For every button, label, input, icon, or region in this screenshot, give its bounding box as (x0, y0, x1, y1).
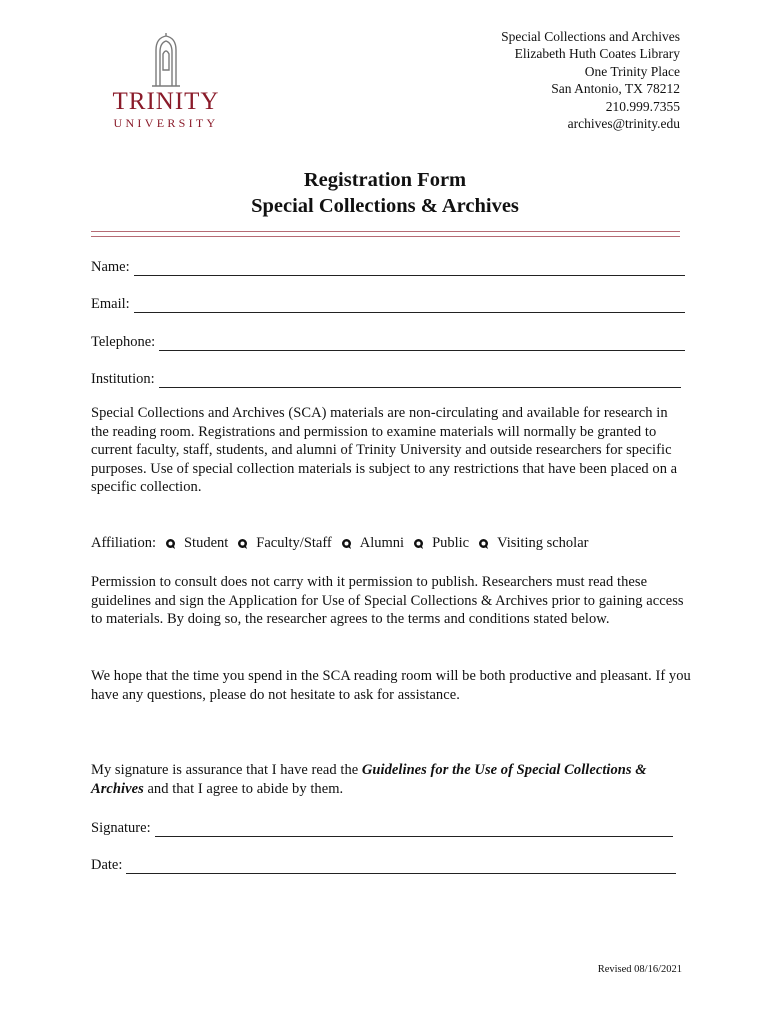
affiliation-option-label: Faculty/Staff (256, 535, 332, 551)
email-label: Email: (91, 296, 130, 312)
affiliation-option-public[interactable] (413, 535, 469, 552)
affiliation-option-visiting-scholar[interactable] (478, 535, 588, 552)
address-block (501, 28, 680, 132)
telephone-input-line[interactable] (159, 338, 685, 351)
checkbox-bullet-icon[interactable] (341, 538, 352, 549)
guidelines-title: Guidelines for the Use of Special Collections & Archives (91, 762, 647, 797)
assurance-text: My signature is assurance that I have read the (91, 762, 362, 778)
logo-subtitle: UNIVERSITY (113, 116, 219, 130)
revision-date: Revised 08/16/2021 (597, 964, 682, 975)
affiliation-option-label: Visiting scholar (497, 535, 589, 551)
institution-field[interactable] (91, 366, 681, 388)
checkbox-bullet-icon[interactable] (165, 538, 176, 549)
institution-input-line[interactable] (159, 375, 681, 388)
form-subtitle: Special Collections & Archives (251, 195, 519, 217)
email-field[interactable] (91, 291, 685, 313)
institution-label: Institution: (91, 371, 155, 387)
checkbox-bullet-icon[interactable] (478, 538, 489, 549)
telephone-label: Telephone: (91, 334, 156, 350)
affiliation-row (91, 535, 691, 552)
email-input-line[interactable] (134, 300, 685, 313)
date-label: Date: (91, 857, 123, 873)
affiliation-option-student[interactable] (165, 535, 228, 552)
assurance-paragraph (91, 761, 689, 798)
signature-label: Signature: (91, 820, 151, 836)
address-email[interactable]: archives@trinity.edu (567, 116, 680, 132)
assistance-paragraph: We hope that the time you spend in the SCA reading room will be both productive and pleasant. If you have any questions, please do not hesitate to ask for assistance. (91, 668, 691, 703)
telephone-field[interactable] (91, 329, 685, 351)
checkbox-bullet-icon[interactable] (413, 538, 424, 549)
address-line: San Antonio, TX 78212 (551, 81, 680, 97)
assurance-text-end: and that I agree to abide by them. (143, 780, 344, 797)
affiliation-option-label: Public (432, 535, 470, 551)
affiliation-option-alumni[interactable] (341, 535, 404, 552)
permission-paragraph: Permission to consult does not carry with it permission to publish. Researchers must read these guidelines and sign the Application for Use of Special Collections & Archives prior to gaining access to materials. By doing so, the researcher agrees to the terms and conditions stated below. (91, 574, 684, 628)
title-divider (91, 231, 680, 237)
form-title: Registration Form (303, 169, 467, 191)
trinity-logo (96, 32, 236, 132)
signature-field[interactable] (91, 815, 673, 837)
signature-input-line[interactable] (155, 824, 673, 837)
intro-paragraph: Special Collections and Archives (SCA) materials are non-circulating and available for research in the reading room. Registrations and permission to examine materials will normally be granted to current faculty, staff, students, and alumni of Trinity University and outside researchers for specific purposes. Use of special collection materials is subject to any restrictions that have been placed on a specific collection. (91, 405, 678, 496)
checkbox-bullet-icon[interactable] (237, 538, 248, 549)
date-field[interactable] (91, 852, 676, 874)
name-input-line[interactable] (134, 263, 685, 276)
affiliation-option-label: Alumni (359, 535, 405, 551)
address-line: Special Collections and Archives (501, 29, 680, 44)
date-input-line[interactable] (126, 861, 676, 874)
logo-wordmark: TRINITY (112, 88, 220, 115)
affiliation-option-label: Student (183, 535, 229, 551)
tower-icon (144, 32, 188, 88)
affiliation-label: Affiliation: (91, 535, 156, 551)
name-label: Name: (91, 259, 130, 275)
address-phone: 210.999.7355 (605, 98, 680, 114)
affiliation-option-faculty-staff[interactable] (237, 535, 331, 552)
address-line: One Trinity Place (584, 63, 680, 79)
address-line: Elizabeth Huth Coates Library (514, 46, 680, 62)
name-field[interactable] (91, 254, 685, 276)
